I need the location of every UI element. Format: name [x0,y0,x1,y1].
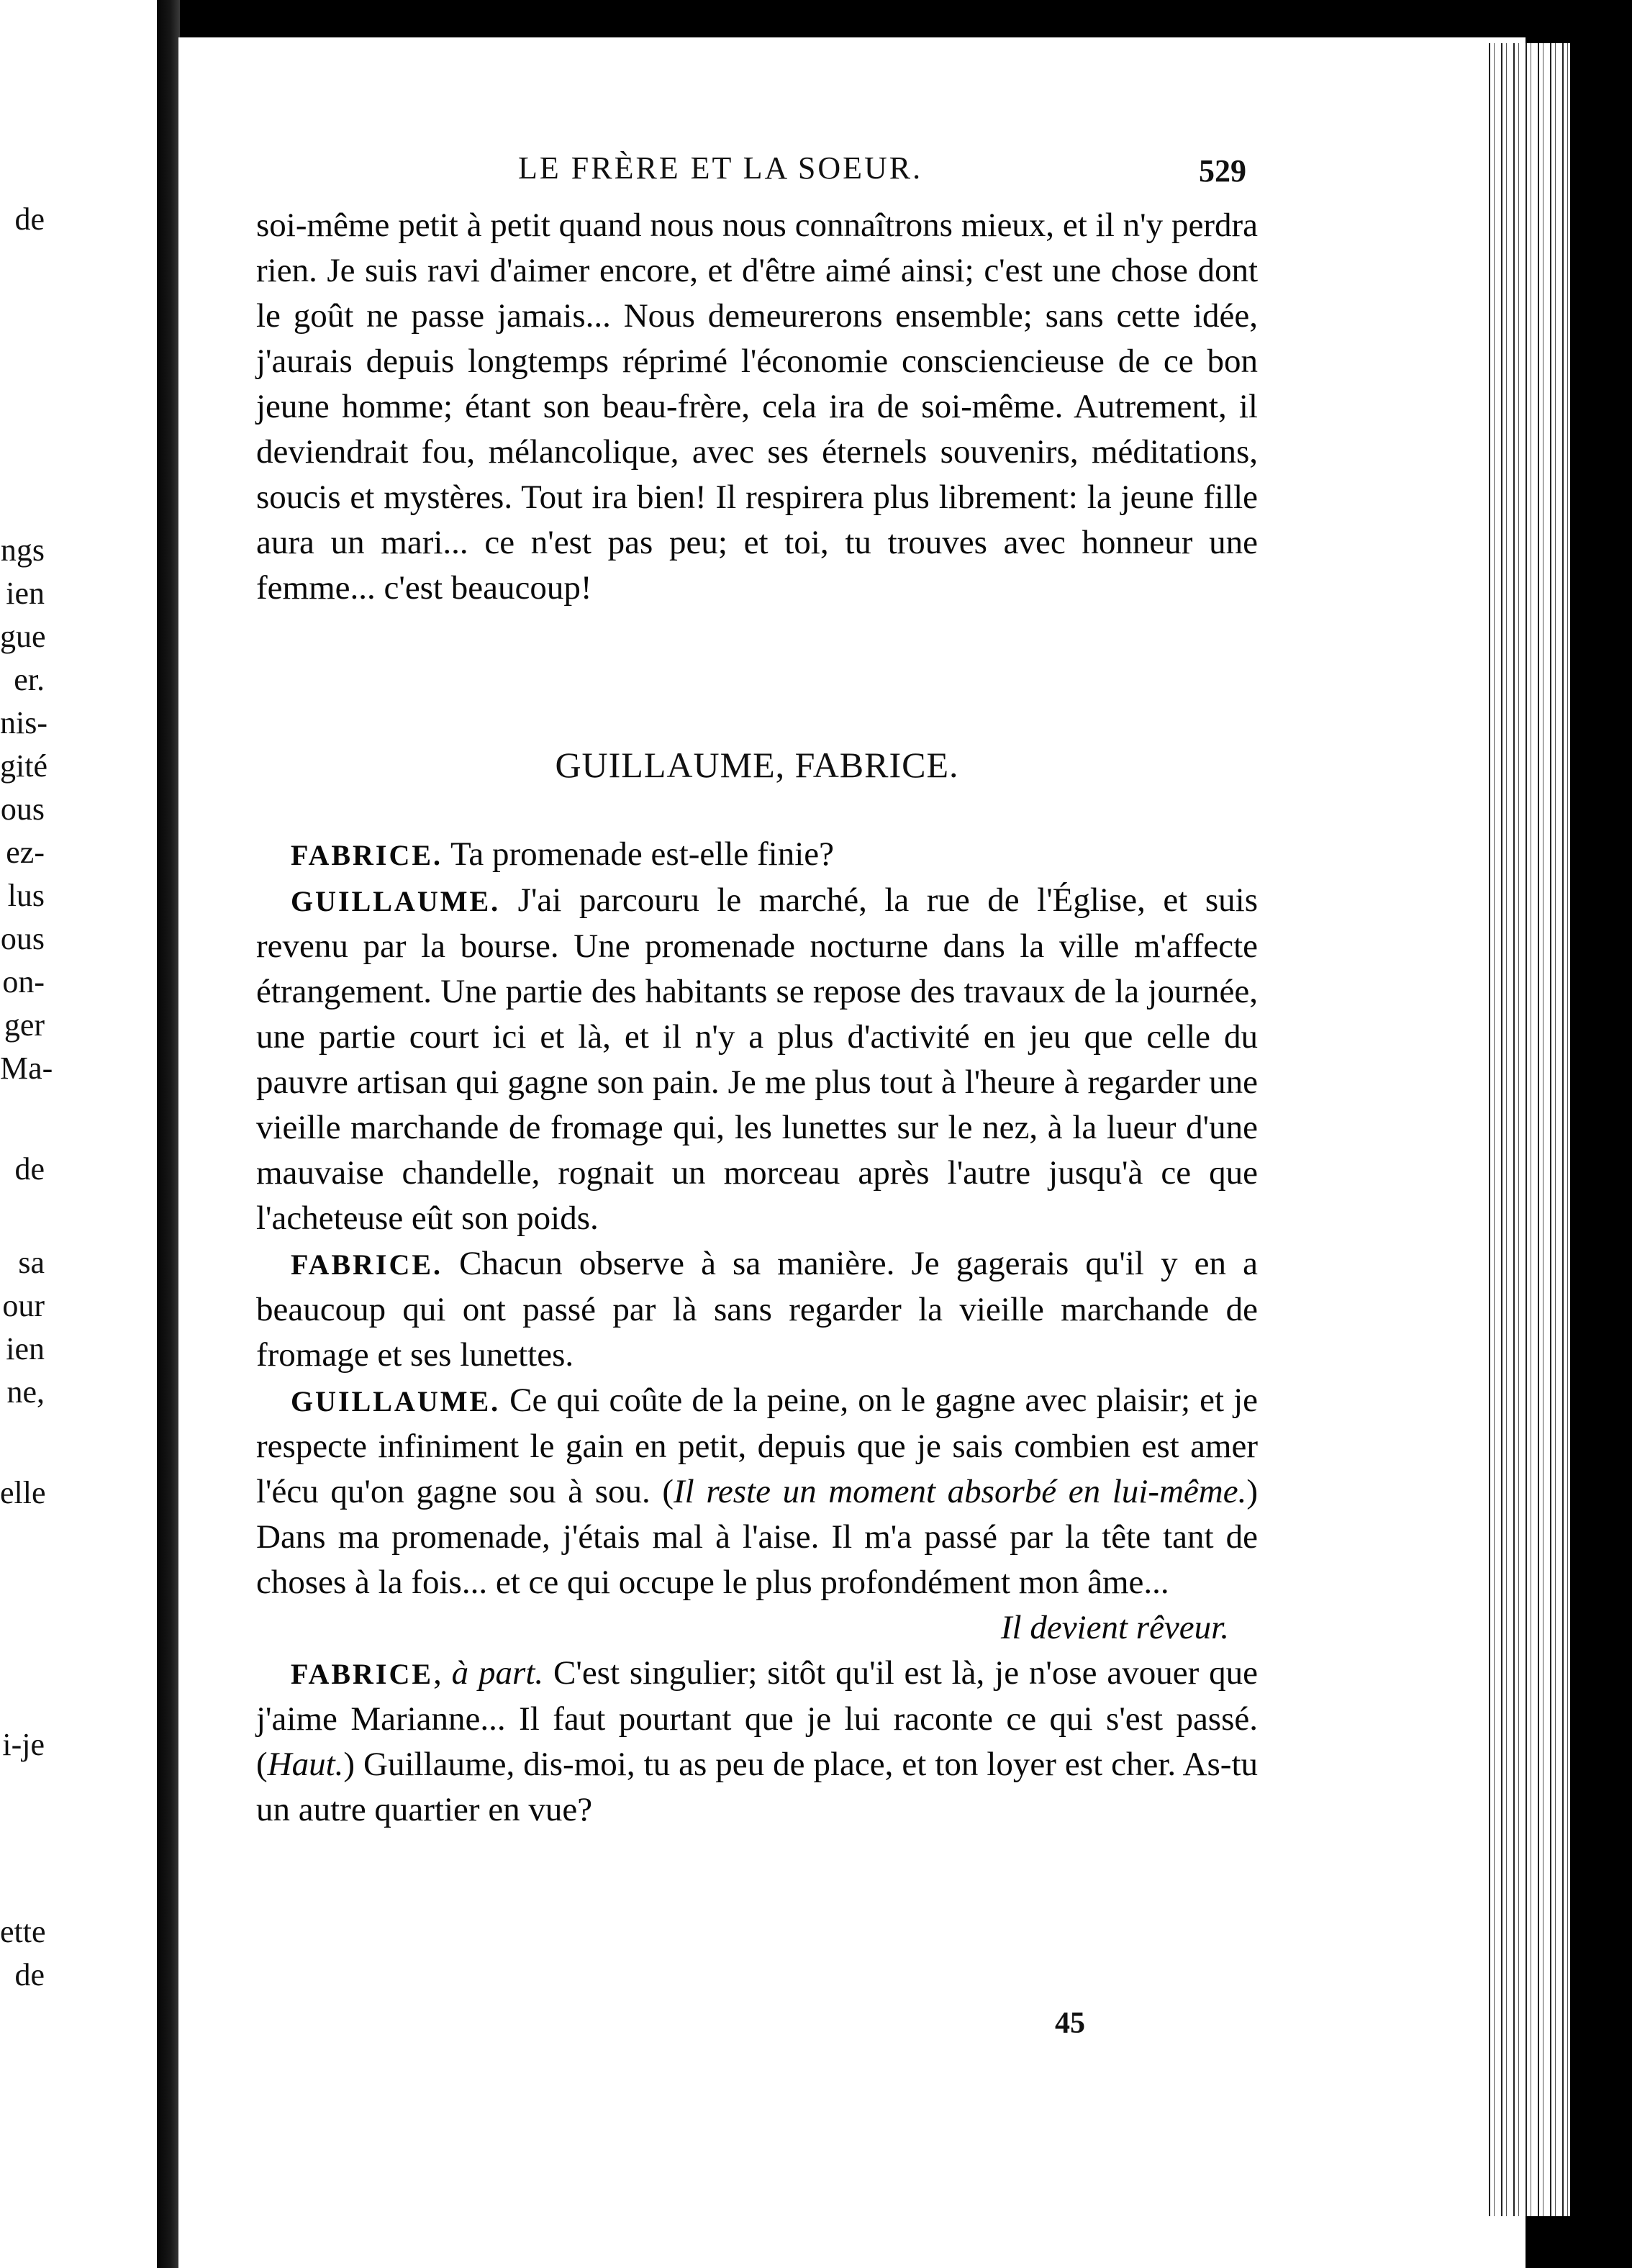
scene-heading: GUILLAUME, FABRICE. [555,745,959,785]
speech: ) Guillaume, dis-moi, tu as peu de place, et ton loyer est cher. As-tu un autre quartier en vue? [256,1746,1258,1828]
dialogue-line [256,1378,1258,1605]
left-page-fragment: nis- [0,705,47,740]
left-page-fragment: de [14,1957,45,1992]
left-page-fragment: er. [14,662,45,697]
left-page-fragment: de [14,201,45,237]
dialogue-line [256,832,1258,878]
left-page-sliver [0,0,157,2268]
left-page-fragment: Ma- [0,1051,53,1086]
left-page-fragment: elle [0,1475,46,1510]
book-gutter [157,0,180,2268]
stage-direction: Haut. [267,1746,344,1783]
dialogue-block [256,832,1258,1833]
stage-direction-line: Il devient rêveur. [1000,1609,1229,1646]
speech: C'est singulier; sitôt qu'il est là, je n'ose avouer que j'aime Marianne... Il faut pourtant que je lui raconte ce qui s'est passé. ( [256,1654,1258,1783]
speaker-name: FABRICE. [291,839,443,871]
left-page-fragment: i-je [2,1727,45,1762]
left-page-fragment: ien [6,1331,45,1366]
opening-paragraph [256,203,1258,611]
page-edges [1482,43,1570,2216]
left-page-fragment: ous [0,921,45,956]
left-page-fragment: on- [2,964,45,999]
left-page-fragment: ous [0,791,45,827]
stage-direction: Il reste un moment absorbé en lui-même. [674,1473,1247,1510]
left-page-fragment: sa [18,1245,45,1280]
left-page-fragment: ger [4,1007,45,1043]
left-page-fragment: ez- [6,835,45,870]
speech: Chacun observe à sa manière. Je gagerais qu'il y en a beaucoup qui ont passé par là sans regarder la vieille marchande de fromage et ses lunettes. [256,1245,1258,1374]
speech: Ta promenade est-elle finie? [443,835,834,873]
dialogue-line [256,878,1258,1241]
dialogue-line [256,1241,1258,1378]
left-page-fragment: gue [0,619,46,654]
left-page-fragment: gité [0,748,47,784]
aside-direction: à part. [451,1654,544,1692]
left-page-fragment: de [14,1151,45,1187]
speaker-name: GUILLAUME. [291,885,501,917]
speech: Ce qui coûte de la peine, on le gagne avec plaisir; et je respecte infiniment le gain en petit, depuis que je sais combien est amer l'écu qu'on gagne sou à sou. ( [256,1382,1258,1510]
opening-paragraph-text: soi-même petit à petit quand nous nous connaîtrons mieux, et il n'y perdra rien. Je suis ravi d'aimer encore, et d'être aimé ainsi; c'est une chose dont le goût ne passe jamais... Nous demeurerons ensemble; sans cette idée, j'aurais depuis longtemps réprimé l'économie consciencieuse de ce bon jeune homme; étant son beau-frère, cela ira de soi-même. Autrement, il deviendrait fou, mélancolique, avec ses éternels souvenirs, méditations, soucis et mystères. Tout ira bien! Il respirera plus librement: la jeune fille aura un mari... ce n'est pas peu; et toi, tu trouves avec honneur une femme... c'est beaucoup! [256,207,1258,607]
left-page-fragment: ette [0,1914,46,1949]
speaker-name: FABRICE. [291,1248,443,1281]
speaker-name: GUILLAUME. [291,1385,501,1418]
left-page-fragment: ne, [6,1374,45,1410]
left-page-fragment: ngs [0,532,45,568]
dialogue-line: FABRICE, à part. C'est singulier; sitôt qu'il est là, je n'ose avouer que j'aime Marianne... Il faut pourtant que je lui raconte ce qui s'est passé. (Haut.) Guillaume, dis-moi, tu as peu de place, et ton loyer est cher. As-tu un autre quartier en vue? [256,1654,1258,1828]
speaker-name: FABRICE [291,1658,434,1690]
speech: ) Dans ma promenade, j'étais mal à l'aise. Il m'a passé par la tête tant de choses à la fois... et ce qui occupe le plus profondément mon âme... [256,1473,1258,1601]
speech: J'ai parcouru le marché, la rue de l'Église, et suis revenu par la bourse. Une promenade nocturne dans la ville m'affecte étrangement. Une partie des habitants se repose des travaux de la journée, une partie court ici et là, et il n'y a plus d'activité en jeu que celle du pauvre artisan qui gagne son pain. Je me plus tout à l'heure à regarder une vieille marchande de fromage qui, les lunettes sur le nez, à la lueur d'une mauvaise chandelle, rognait un morceau après l'autre jusqu'à ce que l'acheteuse eût son poids. [256,881,1258,1237]
page-number: 529 [1199,153,1246,189]
left-page-fragment: our [2,1288,45,1323]
left-page-fragment: lus [7,878,45,913]
left-page-fragment: ien [6,576,45,611]
signature-mark: 45 [1055,2007,1085,2040]
running-head: LE FRÈRE ET LA SOEUR. [518,150,923,186]
